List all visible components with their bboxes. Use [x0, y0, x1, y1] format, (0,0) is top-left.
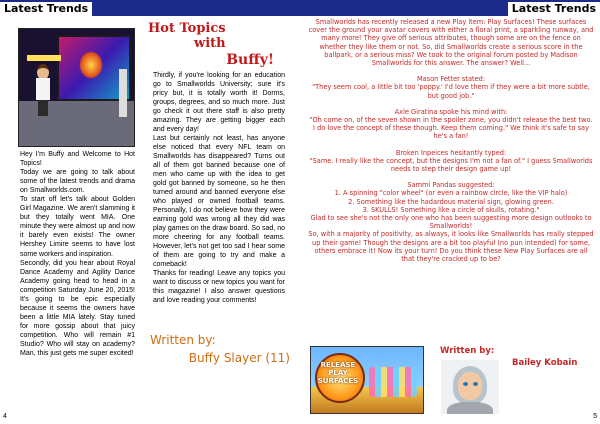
paragraph: So, with a majority of positivity, as always, it looks like Smallworlds has really stepped up their game! Though the designs are a bit too playful (no pun intended) for some, others embrace it! Now its your turn! Do you think these New Play Surfaces are all that they're cracked up to be? — [308, 230, 594, 264]
paragraph: Axle Giratina spoke his mind with: — [394, 107, 508, 116]
paragraph-gap — [308, 67, 594, 75]
written-by-label: Written by: — [440, 346, 495, 356]
promo-avatars — [369, 367, 417, 397]
paragraph: Mason Fetter stated: — [416, 75, 486, 84]
lamp — [119, 69, 127, 117]
paragraph: Smallworlds has recently released a new Play item: Play Surfaces! These surfaces cover the ground your avatar covers with either a floral print, a sparkling runway, and many more! They give off serious attributes, though some are on the fence on whether they like them or not. So, did Smallworlds create a serious score in the ballpark, or a serious miss? We took to the original forum posted by Madison Smallworlds for this answer. The answer? Well... — [308, 18, 594, 68]
promo-logo-text: RELEASE PLAY SURFACES — [317, 361, 359, 385]
author-name: Buffy Slayer (11) — [188, 351, 290, 365]
paragraph: "Oh come on, of the seven shown in the spoiler zone, you didn't release the best two. I do love the concept of these though. Keep them coming." We think it's safe to say he's a fan! — [309, 116, 593, 141]
title-line-3: Buffy! — [226, 52, 274, 68]
paragraph: Broken Inpeices hesitantly typed: — [395, 148, 507, 157]
paragraph: "Same. I really like the concept, but the designs I'm not a fan of." I guess Smallworlds needs to step their design game up! — [309, 156, 593, 174]
page-number: 5 — [593, 413, 597, 420]
paragraph: Sammi Pandas suggested: — [407, 181, 495, 190]
section-header: Latest Trends — [0, 0, 94, 16]
title-line-1: Hot Topics — [148, 21, 226, 36]
author-name: Bailey Kobain — [512, 358, 578, 368]
paragraph: Glad to see she's not the only one who has been suggesting more design outlooks to Smallworlds! — [310, 214, 592, 231]
section-header: Latest Trends — [506, 0, 600, 16]
paragraph: Today we are going to talk about some of the latest trends and drama on Smallworlds.com. — [20, 169, 135, 195]
paragraph-gap — [308, 141, 594, 149]
page-number: 4 — [3, 413, 7, 420]
left-text-column — [20, 150, 135, 358]
paragraph-gap — [308, 173, 594, 181]
paragraph: 3. SKULLS! Something like a circle of skulls, rotating." — [362, 205, 540, 214]
paragraph: 2. Something like the hadardous material sign, glowing green. — [348, 197, 554, 206]
paragraph: Thirdly, if you're looking for an education go to Smallworlds University; sure it's pricy but, it is totally worth it! Dorms, groups, degrees, and so much more. Just go check it out there staff is also pretty amazing. They are getting bigger each and every day! — [153, 72, 285, 134]
middle-text-column — [153, 71, 285, 305]
article-title — [138, 21, 288, 68]
author-portrait — [441, 360, 499, 414]
avatar-figure — [33, 64, 53, 116]
paragraph: To start off let's talk about Golden Girl Magazine. We aren't slamming it but they totally went MIA. One minute they were almost up and now it barely even exists! The owner Hershey Limire seems to have lost some workers and inspiration. — [20, 196, 135, 258]
title-line-2: with — [194, 36, 226, 51]
avatar-room-photo — [18, 28, 135, 147]
paragraph: "They seem cool, a little bit too 'poppy.' I'd love them if they were a bit more subtle, but good job." — [312, 83, 590, 100]
paragraph: Hey I'm Buffy and Welcome to Hot Topics! — [20, 151, 135, 168]
paragraph: Last but certainly not least, has anyone else noticed that every NFL team on Smallworlds has disappeared? Turns out all of them got banned because one of men who came up with the idea to get gold got banned by someone, so he then turned around and banned everyone else who played or owned football teams. Personally, I do not believe how they were earning gold was wrong all they did was play games on the draw board. So sad, no more cheering for any football teams. However, let's not get too sad I hear some of them are going to try and make a comeback! — [153, 135, 285, 269]
paragraph: Secondly, did you hear about Royal Dance Academy and Agility Dance Academy going head to head in a competition Saturday June 20, 2015! It's going to be epic especially because it seems the owners have been a little MIA lately. Stay tuned for more gossip about that juicy competition. Who will remain #1 Studio? Who will stay on academy? Man, this just gets me super excited! — [20, 259, 135, 358]
play-surfaces-promo-image — [310, 346, 424, 414]
paragraph-gap — [308, 100, 594, 108]
article-body — [308, 18, 594, 263]
byline — [150, 333, 290, 366]
paragraph: Thanks for reading! Leave any topics you want to discuss or new topics you want for this magazine! I also answer questions and love reading your comments! — [153, 270, 285, 305]
written-by-label: Written by: — [150, 333, 216, 347]
paragraph: 1. A spinning "color wheel" (or even a rainbow circle, like the VIP halo) — [334, 189, 568, 198]
